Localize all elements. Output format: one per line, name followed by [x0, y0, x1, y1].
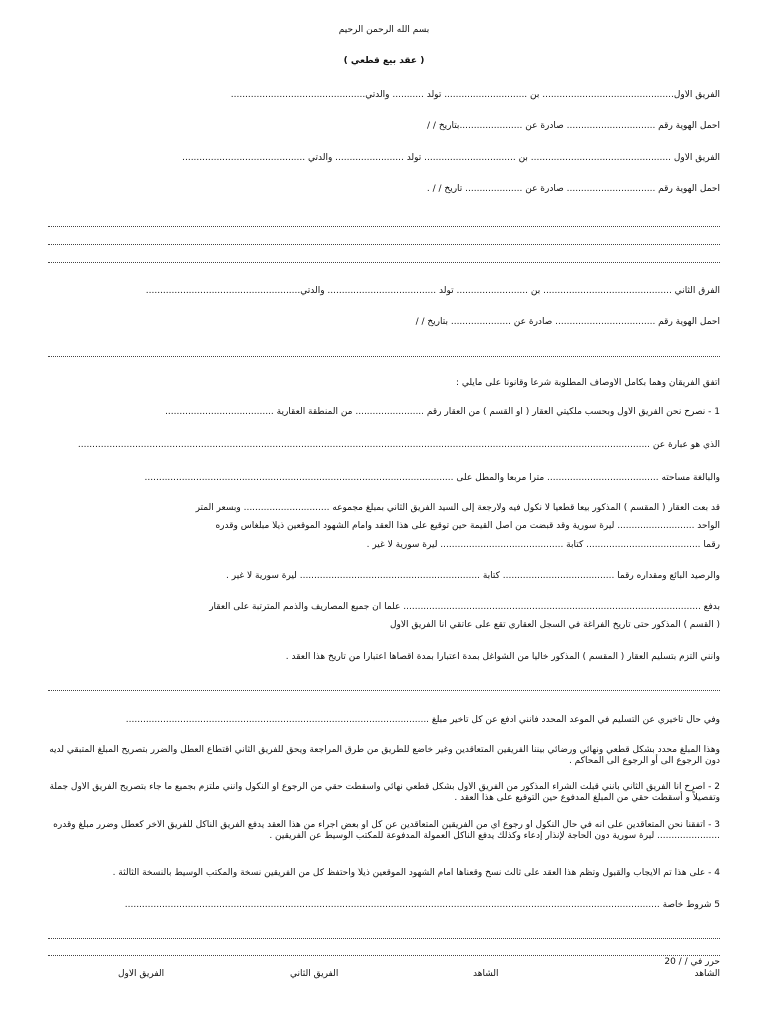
- party-2-signature-label: الفريق الثاني: [290, 969, 339, 979]
- blank-line: [48, 356, 720, 357]
- party2-line-1: الفرق الثاني ............................................. بن ......................... تولد ...................................... والدتي......................................................: [145, 286, 720, 296]
- blank-line: [48, 226, 720, 227]
- clause-3: 3 - اتفقنا نحن المتعاقدين على أنه في حال النكول أو رجوع أي من الفريقين المتعاقدين عن كل أو بعض أجراء من هذا العقد يدفع الفريق الناكل للفريق الآخر كعطل وضرر مبلغ وقدره ...................... ليرة سورية دون الحاجة لإنذار إدعاء وكذلك يدفع الناكل العمولة المدفوعة للمكتب الوسيط عن الفريقين .: [53, 820, 720, 841]
- witness-1-label: الشاهد: [694, 969, 720, 979]
- contract-title: ( عقد بيع قطعي ): [343, 56, 425, 66]
- agreement-intro: اتفق الفريقان وهما بكامل الأوصاف المطلوبة شرعاً وقانوناً على مايلي :: [455, 378, 720, 388]
- signing-date: حرر في / / 20: [664, 957, 720, 967]
- party1-line-2: أحمل الهوية رقم ............................... صادرة عن ......................بتاريخ / /: [427, 121, 720, 131]
- clause-1-line-11: وفي حال تأخيري عن التسليم في الموعد المحدد فأنني ادفع عن كل تأخير مبلغ ..........................................................................................................: [125, 715, 720, 725]
- clause-1-line-10: وأنني التزم بتسليم العقار ( المقسم ) المذكور خالياً من الشواغل بمدة اعتباراً بمدة أقصاها اعتباراً من تاريخ هذا العقد .: [285, 652, 720, 662]
- blank-line: [48, 690, 720, 691]
- clause-1-line-3: والبالغة مساحته ....................................... متراً مربعاً والمطل على ............................................................................................................: [144, 473, 720, 483]
- clause-4: 4 - على هذا تم الايجاب والقبول وتظم هذا العقد على ثالث نسخ وقعناها أمام الشهود الموقعين ذيلاً واحتفظ كل من الفريقين نسخة والمكتب الوسيط بالنسخة الثالثة .: [112, 868, 720, 878]
- basmala: بسم الله الرحمن الرحيم: [338, 25, 430, 35]
- clause-1-line-7: والرصيد البائع ومقداره رقماً ....................................... كتابة ............................................................... ليرة سورية لا غير .: [226, 571, 720, 581]
- blank-line: [48, 262, 720, 263]
- clause-1-line-6: رقماً ........................................ كتابة ........................................... ليرة سورية لا غير .: [366, 540, 720, 550]
- blank-line: [48, 955, 720, 956]
- clause-1-line-1: 1 - نصرح نحن الفريق الأول وبحسب ملكيتي العقار ( أو القسم ) من العقار رقم ........................ من المنطقة العقارية ......................................: [165, 407, 720, 417]
- blank-line: [48, 938, 720, 939]
- witness-2-label: الشاهد: [473, 969, 499, 979]
- party1-line-3: الفريق الأول ................................................. بن ................................ تولد ........................ والدتي ...........................................: [182, 153, 720, 163]
- clause-1-line-12: وهذا المبلغ محدد بشكل قطعي ونهائي ورضائي بيننا الفريقين المتعاقدين وغير خاضع للطريق من طرق المراجعة ويحق للفريق الثاني اقتطاع العطل والضرر بتصريح المبلغ المتبقي لديه دون الرجوع الى أو الرجوع الى المحاكم .: [49, 745, 720, 766]
- party1-line-4: أحمل الهوية رقم ............................... صادرة عن .................... تاريخ / / .: [426, 184, 720, 194]
- clause-1-line-5: الواحد ........................... ليرة سورية وقد قبضت من أصل القيمة حين توقيع على هذا العقد وامام الشهود الموقعين ذيلاً مبلغاس وقدره: [215, 521, 720, 531]
- clause-1-line-2: الذي هو عبارة عن ........................................................................................................................................................................................................: [77, 440, 720, 450]
- party2-line-2: احمل الهوية رقم ................................... صادرة عن ..................... بتاريخ / /: [415, 317, 720, 327]
- clause-1-line-9: ( القسم ) المذكور حتى تاريخ الفراغة في السجل العقاري تقع على عاتقي أنا الفريق الأول: [389, 620, 720, 630]
- blank-line: [48, 244, 720, 245]
- clause-1-line-4: قد بعت العقار ( المقسم ) المذكور بيعاً قطعياً لا نكول فيه ولارجعة إلى السيد الفريق الثاني بمبلغ مجموعه .............................. وبسعر المتر: [195, 503, 720, 513]
- party1-line-1: الفريق الأول.............................................. بن ............................. تولد ........... والدتي...............................................: [230, 90, 720, 100]
- party-1-signature-label: الفريق الاول: [118, 969, 165, 979]
- clause-2: 2 - أصرح أنا الفريق الثاني بأنني قبلت الشراء المذكور من الفريق الأول بشكل قطعي نهائي واسقطت حقي من الرجوع أو النكول وأنني ملتزم بجميع ما جاء بتصريح الفريق الأول جملة وتفصيلاً و أسقطت حقي من المبلغ المدفوع حين التوقيع على هذا العقد .: [49, 782, 720, 803]
- clause-1-line-8: بدفع ........................................................................................................ علماً أن جميع المصاريف والذمم المترتبة على العقار: [209, 602, 720, 612]
- clause-5: 5 شروط خاصة ...........................................................................................................................................................................................: [124, 900, 720, 910]
